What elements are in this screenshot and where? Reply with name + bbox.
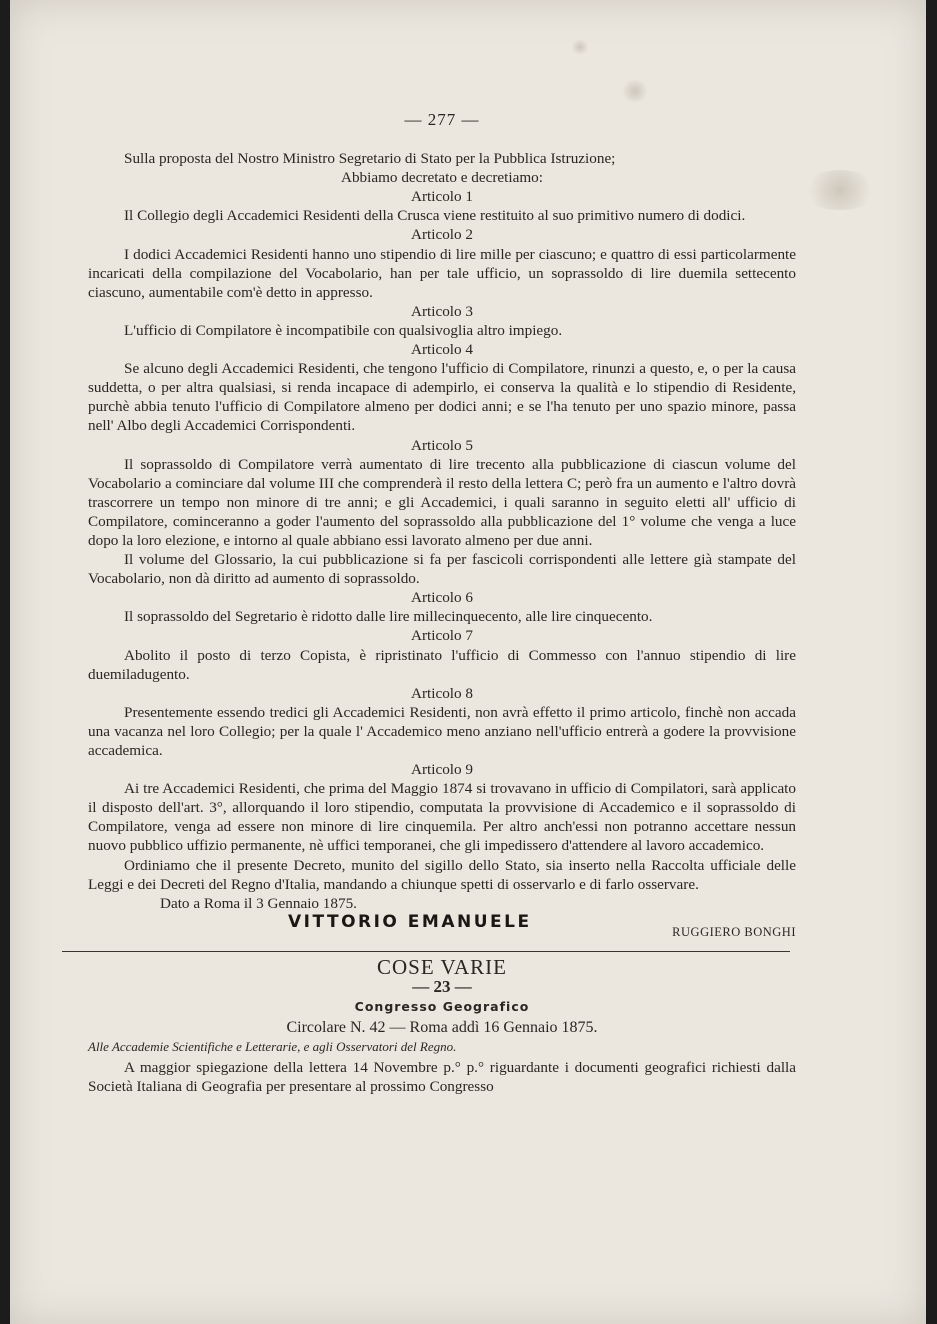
article-3-heading: Articolo 3 (410, 302, 473, 320)
article-5-text: Il soprassoldo di Compilatore verrà aumentato di lire trecento alla pubblicazione di ciascun volume del Vocabolario a cominciare dal volume III che comprenderà il resto della lettera C; però fra un aumento e l'altro dovrà trascorrere un tempo non minore di tre anni; e gli Accademici, i quali saranno in seguito eletti all' ufficio di Compilatore, cominceranno a goder l'aumento del soprassoldo alla pubblicazione del 1° volume che venga a luce dopo la loro elezione, e intorno al quale abbiano essi lavorato almeno per due anni. (88, 455, 796, 549)
article-5-text-glossario: Il volume del Glossario, la cui pubblicazione si fa per fascicoli corrispondenti alle lettere già stampate del Vocabolario, non dà diritto ad aumento di soprassoldo. (88, 551, 796, 588)
paper-stain (570, 40, 590, 54)
article-9-heading: Articolo 9 (410, 761, 473, 779)
decree-formula: Abbiamo decretato e decretiamo: (341, 169, 543, 187)
circular-text: A maggior spiegazione della lettera 14 Novembre p.° p.° riguardante i documenti geografici richiesti dalla Società Italiana di Geografia per presentare al prossimo Congresso (88, 1059, 796, 1096)
article-3-text: L'ufficio di Compilatore è incompatibile con qualsivoglia altro impiego. (124, 321, 563, 339)
decree-intro: Sulla proposta del Nostro Ministro Segretario di Stato per la Pubblica Istruzione; (124, 150, 616, 168)
circular-line: Circolare N. 42 — Roma addì 16 Gennaio 1875. (286, 1019, 598, 1037)
paper-stain (620, 80, 650, 102)
article-2-heading: Articolo 2 (410, 226, 473, 244)
article-5-heading: Articolo 5 (410, 436, 473, 454)
section-number: — 23 — (412, 976, 472, 996)
addressee-line: Alle Accademie Scientifiche e Letterarie, e agli Osservatori del Regno. (88, 1039, 457, 1055)
king-signature: VITTORIO EMANUELE (288, 911, 532, 932)
article-1-heading: Articolo 1 (410, 188, 473, 206)
signatures (88, 911, 796, 939)
article-4-text: Se alcuno degli Accademici Residenti, che tengono l'ufficio di Compilatore, rinunzi a questo, e, o per la causa suddetta, o per altra qualsiasi, si renda incapace di adempirlo, ei conserva la qualità e lo stipendio di Residente, purchè abbia tenuto l'ufficio di Compilatore almeno per dodici anni; e se l'ha tenuto per uno spazio minore, passa nell' Albo degli Accademici Corrispondenti. (88, 360, 796, 435)
article-6-text: Il soprassoldo del Segretario è ridotto dalle lire millecinquecento, alle lire cinquecento. (124, 608, 653, 626)
page-content (88, 110, 796, 1097)
page-number: — 277 — (404, 110, 480, 129)
decree-date: Dato a Roma il 3 Gennaio 1875. (160, 894, 357, 912)
section-title: COSE VARIE (376, 954, 507, 979)
article-8-text: Presentemente essendo tredici gli Accademici Residenti, non avrà effetto il primo articolo, finchè non accada una vacanza nel loro Collegio; per la quale l' Accademico meno anziano nell'ufficio entrerà a godere la provvisione accademica. (88, 703, 796, 759)
document-page (10, 0, 926, 1324)
article-7-text: Abolito il posto di terzo Copista, è ripristinato l'ufficio di Commesso con l'annuo stipendio di lire duemiladugento. (88, 646, 796, 683)
article-8-heading: Articolo 8 (410, 684, 473, 702)
paper-stain (800, 170, 880, 210)
article-2-text: I dodici Accademici Residenti hanno uno stipendio di lire mille per ciascuno; e quattro di essi particolarmente incaricati della compilazione del Vocabolario, han per tale ufficio, un soprassoldo di lire duemila settecento ciascuno, aumentabile com'è detto in appresso. (88, 245, 796, 301)
article-9-text: Ai tre Accademici Residenti, che prima del Maggio 1874 si trovavano in ufficio di Compilatori, sarà applicato il disposto dell'art. 3°, allorquando il loro stipendio, computata la provvisione di Accademico e il soprassoldo di Compilatore, venga ad essere non minore di lire cinquemila. Per altro anch'essi non potranno accettare nessun nuovo pubblico uffizio permanente, nè uffici temporanei, che gli impedissero d'attendere al lavoro accademico. (88, 780, 796, 855)
section-subtitle: Congresso Geografico (354, 999, 530, 1015)
article-1-text: Il Collegio degli Accademici Residenti della Crusca viene restituito al suo primitivo numero di dodici. (124, 207, 746, 225)
article-4-heading: Articolo 4 (410, 341, 473, 359)
article-6-heading: Articolo 6 (410, 589, 473, 607)
minister-signature: RUGGIERO BONGHI (672, 924, 796, 939)
article-7-heading: Articolo 7 (410, 627, 473, 645)
decree-closing: Ordiniamo che il presente Decreto, munito del sigillo dello Stato, sia inserto nella Raccolta ufficiale delle Leggi e dei Decreti del Regno d'Italia, mandando a chiunque spetti di osservarlo e di farlo osservare. (88, 856, 796, 893)
section-divider (62, 951, 790, 952)
